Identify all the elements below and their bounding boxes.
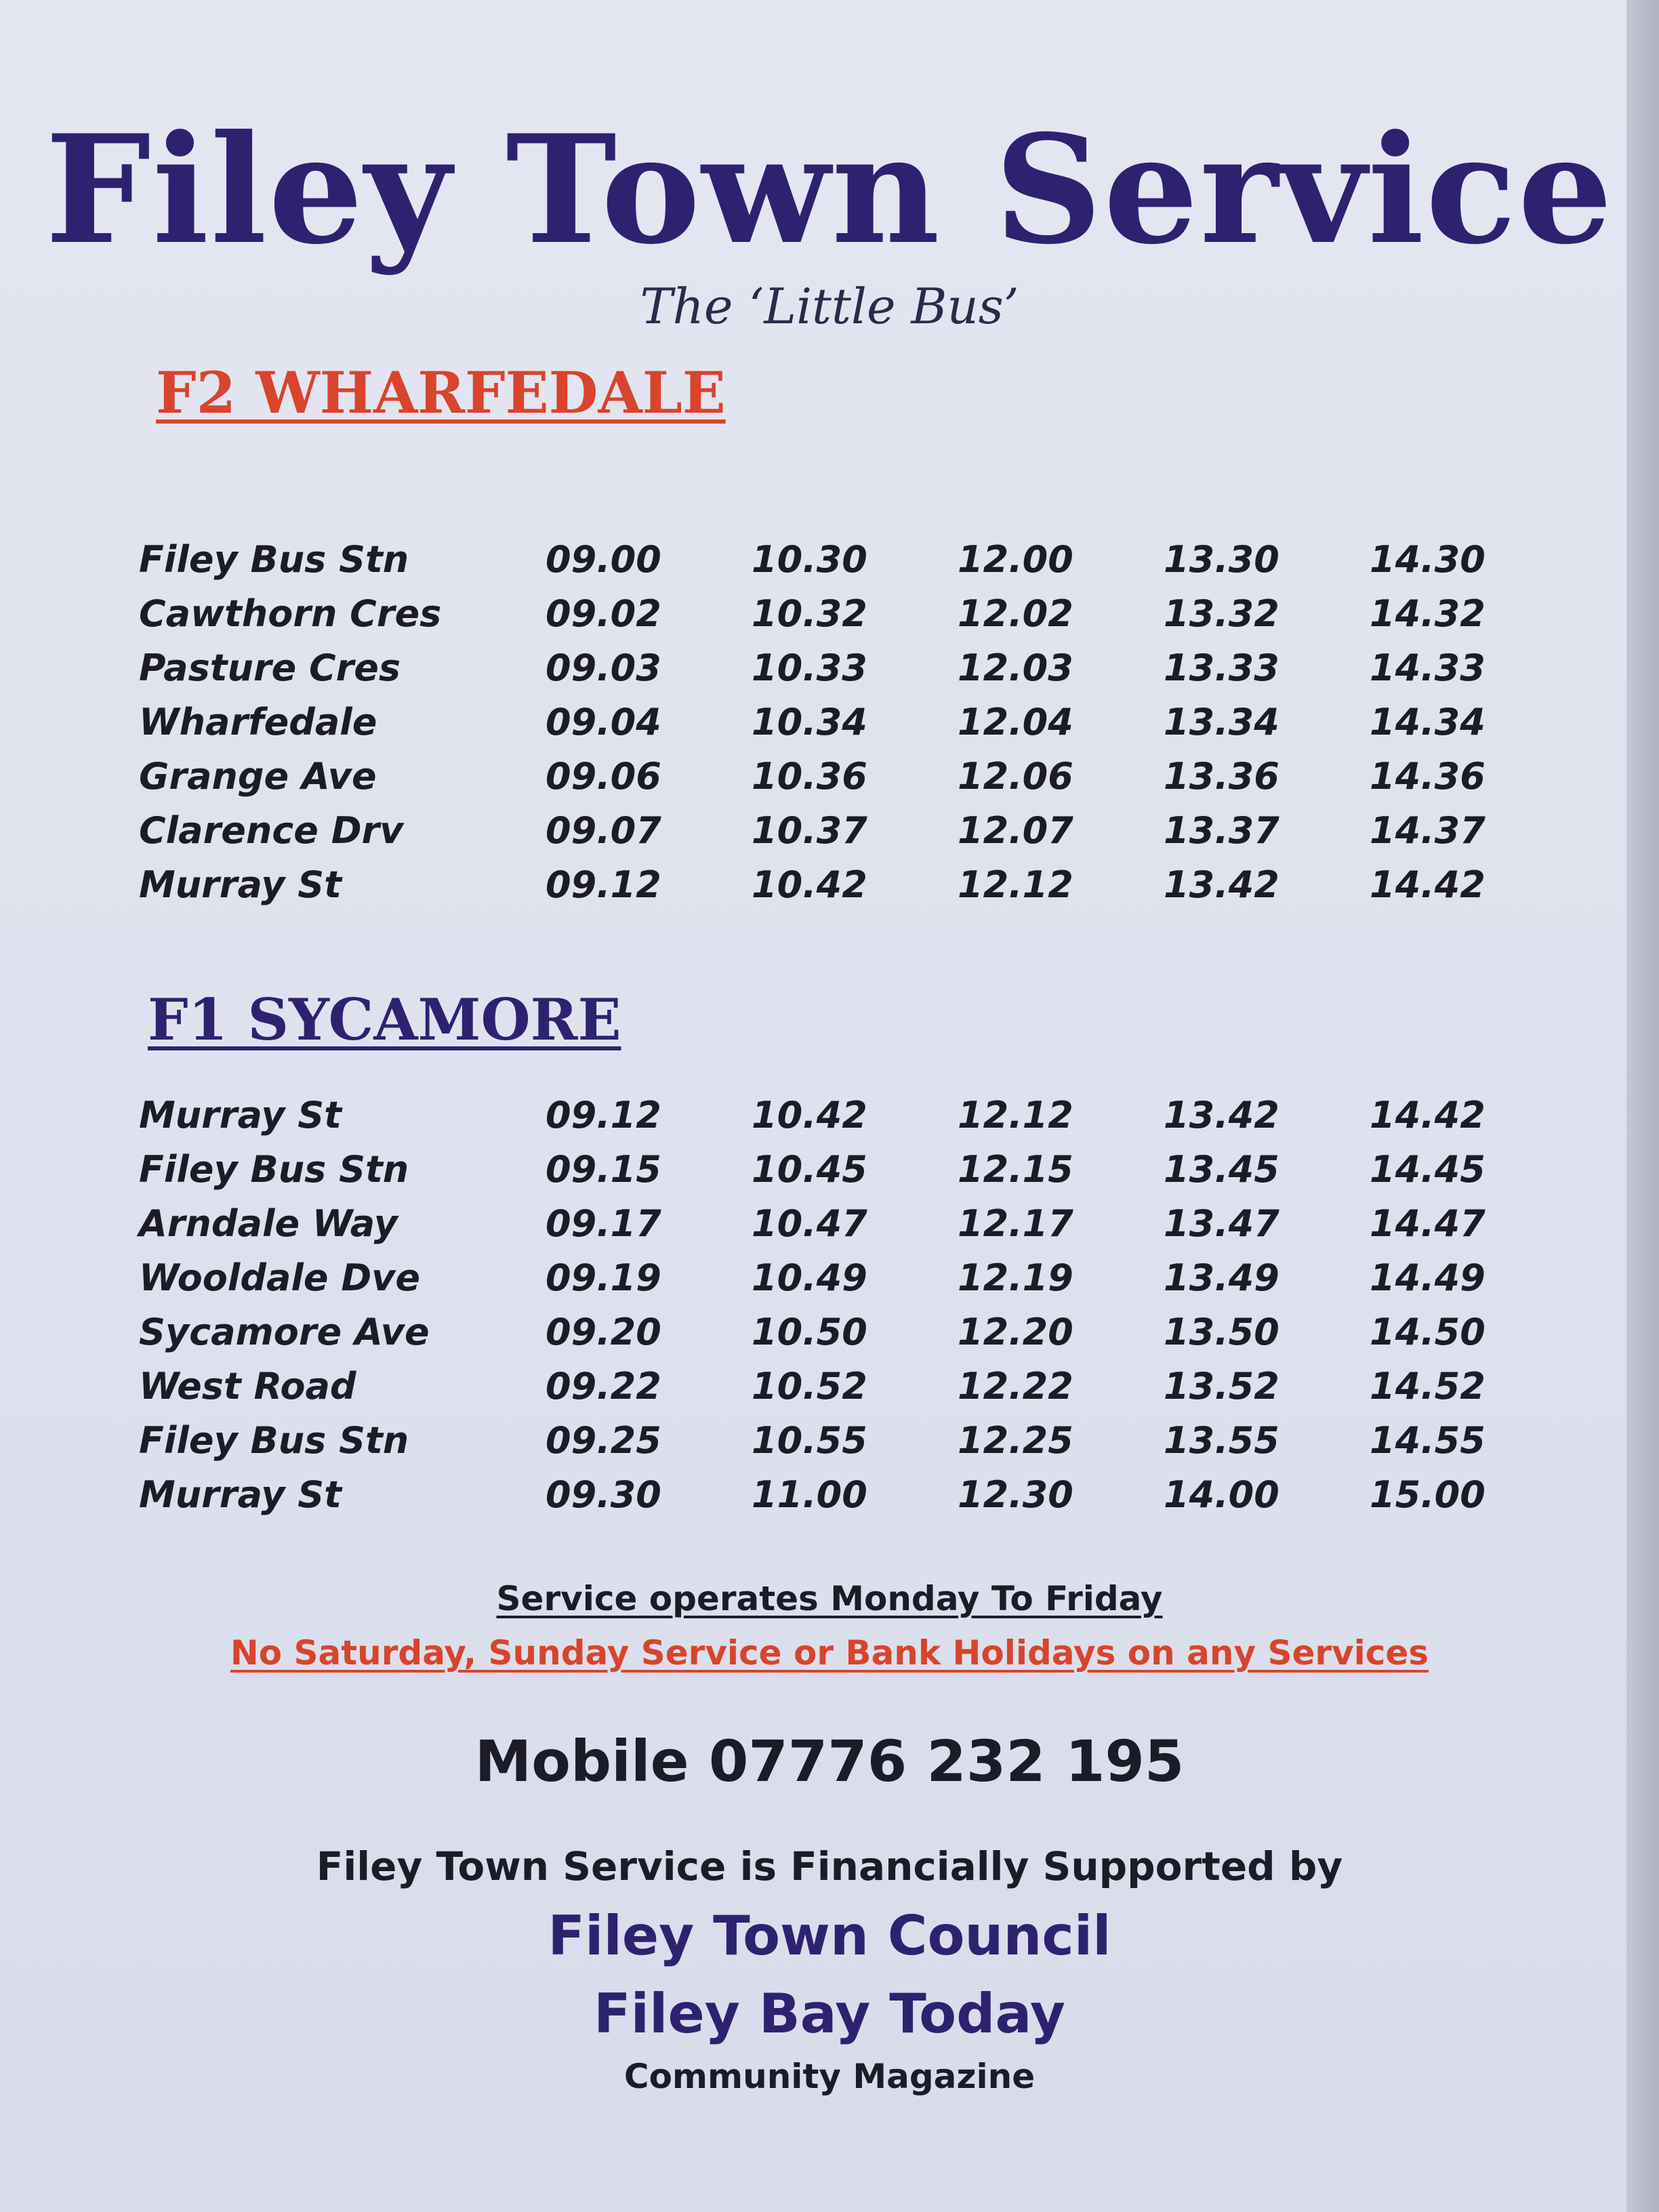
table-row — [139, 1305, 1576, 1359]
departure-time: 12.19 — [958, 1256, 1073, 1299]
departure-time: 13.33 — [1164, 646, 1279, 689]
departure-time: 12.25 — [958, 1418, 1073, 1462]
departure-time: 10.30 — [752, 537, 867, 581]
table-row — [139, 1413, 1576, 1467]
departure-time: 10.32 — [752, 592, 867, 635]
departure-time: 09.06 — [546, 754, 661, 798]
table-row — [139, 1088, 1576, 1142]
table-row — [139, 1359, 1576, 1413]
departure-time: 09.04 — [546, 700, 661, 743]
table-row — [139, 586, 1576, 640]
departure-time: 13.42 — [1164, 1093, 1279, 1136]
departure-time: 10.42 — [752, 863, 867, 906]
departure-time: 12.30 — [958, 1473, 1073, 1516]
timetable-f1 — [139, 1088, 1576, 1521]
departure-time: 14.32 — [1370, 592, 1486, 635]
stop-name: Filey Bus Stn — [139, 1147, 409, 1191]
departure-time: 13.45 — [1164, 1147, 1279, 1191]
departure-time: 14.33 — [1370, 646, 1486, 689]
route-heading-f1: F1 SYCAMORE — [148, 986, 621, 1053]
table-row — [139, 1250, 1576, 1305]
departure-time: 10.52 — [752, 1364, 867, 1408]
departure-time: 13.34 — [1164, 700, 1279, 743]
stop-name: Cawthorn Cres — [139, 592, 442, 635]
departure-time: 12.20 — [958, 1310, 1073, 1353]
stop-name: Murray St — [139, 1473, 342, 1516]
no-service-note: No Saturday, Sunday Service or Bank Holidays on any Services — [230, 1633, 1429, 1673]
departure-time: 09.03 — [546, 646, 661, 689]
stop-name: Wharfedale — [139, 700, 377, 743]
departure-time: 13.49 — [1164, 1256, 1279, 1299]
departure-time: 10.37 — [752, 808, 867, 852]
departure-time: 09.30 — [546, 1473, 661, 1516]
stop-name: Filey Bus Stn — [139, 537, 409, 581]
page-title: Filey Town Service — [45, 102, 1614, 277]
departure-time: 14.55 — [1370, 1418, 1486, 1462]
sponsor-filey-bay-today: Filey Bay Today — [593, 1982, 1066, 2045]
departure-time: 14.50 — [1370, 1310, 1486, 1353]
departure-time: 13.30 — [1164, 537, 1279, 581]
departure-time: 15.00 — [1370, 1473, 1486, 1516]
departure-time: 12.02 — [958, 592, 1073, 635]
departure-time: 14.30 — [1370, 537, 1486, 581]
departure-time: 09.02 — [546, 592, 661, 635]
departure-time: 09.19 — [546, 1256, 661, 1299]
stop-name: Filey Bus Stn — [139, 1418, 409, 1462]
departure-time: 09.07 — [546, 808, 661, 852]
departure-time: 09.15 — [546, 1147, 661, 1191]
departure-time: 10.50 — [752, 1310, 867, 1353]
departure-time: 13.36 — [1164, 754, 1279, 798]
departure-time: 09.20 — [546, 1310, 661, 1353]
departure-time: 13.55 — [1164, 1418, 1279, 1462]
stop-name: Pasture Cres — [139, 646, 401, 689]
departure-time: 12.15 — [958, 1147, 1073, 1191]
table-row — [139, 803, 1576, 857]
stop-name: Murray St — [139, 863, 342, 906]
departure-time: 10.42 — [752, 1093, 867, 1136]
departure-time: 12.00 — [958, 537, 1073, 581]
sponsor-town-council: Filey Town Council — [548, 1904, 1111, 1967]
departure-time: 13.47 — [1164, 1202, 1279, 1245]
departure-time: 14.47 — [1370, 1202, 1486, 1245]
operating-days-note: Service operates Monday To Friday — [496, 1579, 1163, 1618]
departure-time: 12.03 — [958, 646, 1073, 689]
departure-time: 12.12 — [958, 1093, 1073, 1136]
departure-time: 10.55 — [752, 1418, 867, 1462]
departure-time: 09.12 — [546, 863, 661, 906]
departure-time: 09.00 — [546, 537, 661, 581]
table-row — [139, 1142, 1576, 1196]
departure-time: 12.22 — [958, 1364, 1073, 1408]
departure-time: 14.52 — [1370, 1364, 1486, 1408]
departure-time: 14.36 — [1370, 754, 1486, 798]
departure-time: 10.34 — [752, 700, 867, 743]
departure-time: 13.32 — [1164, 592, 1279, 635]
table-row — [139, 1196, 1576, 1250]
departure-time: 14.34 — [1370, 700, 1486, 743]
table-row — [139, 749, 1576, 803]
timetable-f2 — [139, 532, 1576, 912]
departure-time: 12.06 — [958, 754, 1073, 798]
page-subtitle: The ‘Little Bus’ — [640, 278, 1019, 335]
departure-time: 09.12 — [546, 1093, 661, 1136]
departure-time: 13.37 — [1164, 808, 1279, 852]
departure-time: 12.07 — [958, 808, 1073, 852]
departure-time: 09.22 — [546, 1364, 661, 1408]
departure-time: 12.04 — [958, 700, 1073, 743]
stop-name: Sycamore Ave — [139, 1310, 430, 1353]
departure-time: 10.47 — [752, 1202, 867, 1245]
stop-name: West Road — [139, 1364, 356, 1408]
table-row — [139, 695, 1576, 749]
table-row — [139, 1467, 1576, 1521]
departure-time: 14.45 — [1370, 1147, 1486, 1191]
departure-time: 14.00 — [1164, 1473, 1279, 1516]
stop-name: Grange Ave — [139, 754, 377, 798]
departure-time: 14.37 — [1370, 808, 1486, 852]
departure-time: 14.49 — [1370, 1256, 1486, 1299]
departure-time: 12.17 — [958, 1202, 1073, 1245]
stop-name: Murray St — [139, 1093, 342, 1136]
table-row — [139, 532, 1576, 586]
route-heading-f2: F2 WHARFEDALE — [156, 359, 726, 426]
departure-time: 10.33 — [752, 646, 867, 689]
support-statement: Filey Town Service is Financially Supported by — [316, 1843, 1343, 1889]
table-row — [139, 640, 1576, 695]
departure-time: 13.42 — [1164, 863, 1279, 906]
departure-time: 14.42 — [1370, 863, 1486, 906]
departure-time: 09.17 — [546, 1202, 661, 1245]
departure-time: 13.50 — [1164, 1310, 1279, 1353]
departure-time: 12.12 — [958, 863, 1073, 906]
departure-time: 10.49 — [752, 1256, 867, 1299]
stop-name: Wooldale Dve — [139, 1256, 420, 1299]
mobile-number: Mobile 07776 232 195 — [474, 1728, 1185, 1795]
stop-name: Clarence Drv — [139, 808, 404, 852]
sponsor-subtitle: Community Magazine — [623, 2057, 1036, 2096]
departure-time: 14.42 — [1370, 1093, 1486, 1136]
departure-time: 10.45 — [752, 1147, 867, 1191]
departure-time: 10.36 — [752, 754, 867, 798]
table-row — [139, 857, 1576, 912]
departure-time: 13.52 — [1164, 1364, 1279, 1408]
departure-time: 09.25 — [546, 1418, 661, 1462]
stop-name: Arndale Way — [139, 1202, 398, 1245]
departure-time: 11.00 — [752, 1473, 867, 1516]
